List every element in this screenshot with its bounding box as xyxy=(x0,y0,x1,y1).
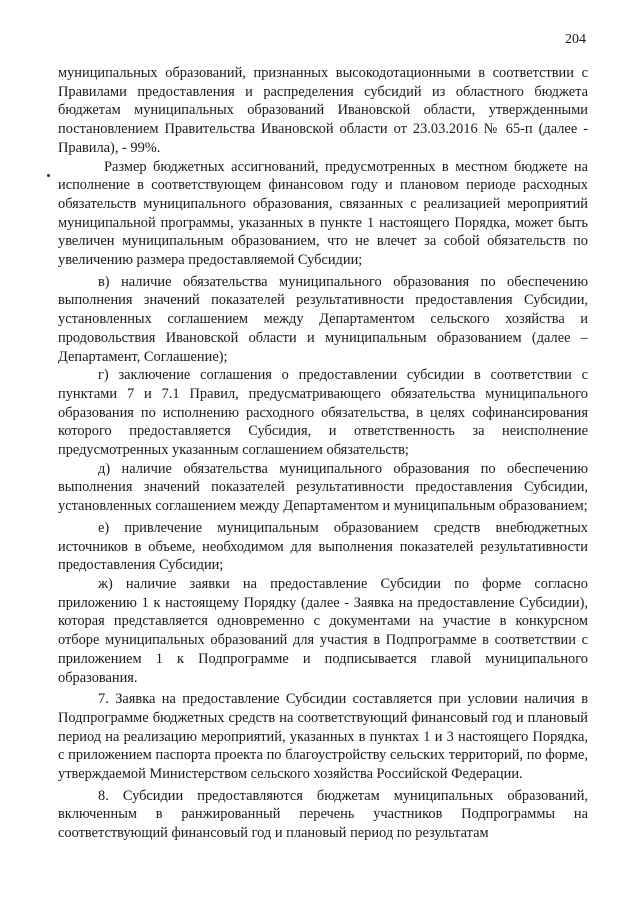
paragraph-continuation: муниципальных образований, признанных высокодотационными в соответствии с Правилами предоставления и распределения субсидий из областного бюджета бюджетам муниципальных образований Ивановской области, утвержденными постановлением Правительства Ивановской области от 23.03.2016 № 65-п (далее - Правила), - 99%. xyxy=(58,65,588,156)
paragraph-clause-8: 8. Субсидии предоставляются бюджетам муниципальных образований, включенным в ранжированный перечень участников Подпрограммы на соответствующий финансовый год и плановый период по результатам xyxy=(58,787,588,842)
page-number: 204 xyxy=(565,32,586,47)
scan-speck xyxy=(47,174,50,177)
paragraph-budget-size: Размер бюджетных ассигнований, предусмотренных в местном бюджете на исполнение в соответствующем финансовом году и плановом периоде расходных обязательств муниципального образования, связанных с реализацией мероприятий муниципальной программы, указанных в пункте 1 настоящего Порядка, может быть увеличен муниципальным образованием, что не влечет за собой обязательств по увеличению размера предоставляемой Субсидии; xyxy=(58,158,588,269)
paragraph-item-e: е) привлечение муниципальным образованием средств внебюджетных источников в объеме, необходимом для выполнения показателей результативности предоставления Субсидии; xyxy=(58,519,588,574)
paragraph-item-g: г) заключение соглашения о предоставлении субсидии в соответствии с пунктами 7 и 7.1 Правил, предусматривающего обязательства муниципального образования по исполнению расходного обязательства, в целях софинансирования которого предоставляется Субсидия, и ответственность за неисполнение предусмотренных указанным соглашением обязательств; xyxy=(58,367,588,459)
document-body xyxy=(58,64,588,843)
paragraph-clause-7: 7. Заявка на предоставление Субсидии составляется при условии наличия в Подпрограмме бюджетных средств на соответствующий финансовый год и плановый период на реализацию мероприятий, указанных в пунктах 1 и 3 настоящего Порядка, с приложением паспорта проекта по благоустройству сельских территорий, по форме, утверждаемой Министерством сельского хозяйства Российской Федерации. xyxy=(58,691,588,783)
paragraph-item-v: в) наличие обязательства муниципального образования по обеспечению выполнения значений показателей результативности предоставления Субсидии, установленных соглашением между Департаментом сельского хозяйства и продовольствия Ивановской области и муниципальным образованием (далее – Департамент, Соглашение); xyxy=(58,273,588,365)
paragraph-item-zh: ж) наличие заявки на предоставление Субсидии по форме согласно приложению 1 к настоящему Порядку (далее - Заявка на предоставление Субсидии), которая представляется одновременно с документами на участие в конкурсном отборе муниципальных образований для участия в Подпрограмме в соответствии с приложением 1 к Подпрограмме и подписывается главой муниципального образования. xyxy=(58,575,588,686)
paragraph-item-d: д) наличие обязательства муниципального образования по обеспечению выполнения значений показателей результативности предоставления Субсидии, установленных соглашением между Департаментом и муниципальным образованием; xyxy=(58,460,588,515)
